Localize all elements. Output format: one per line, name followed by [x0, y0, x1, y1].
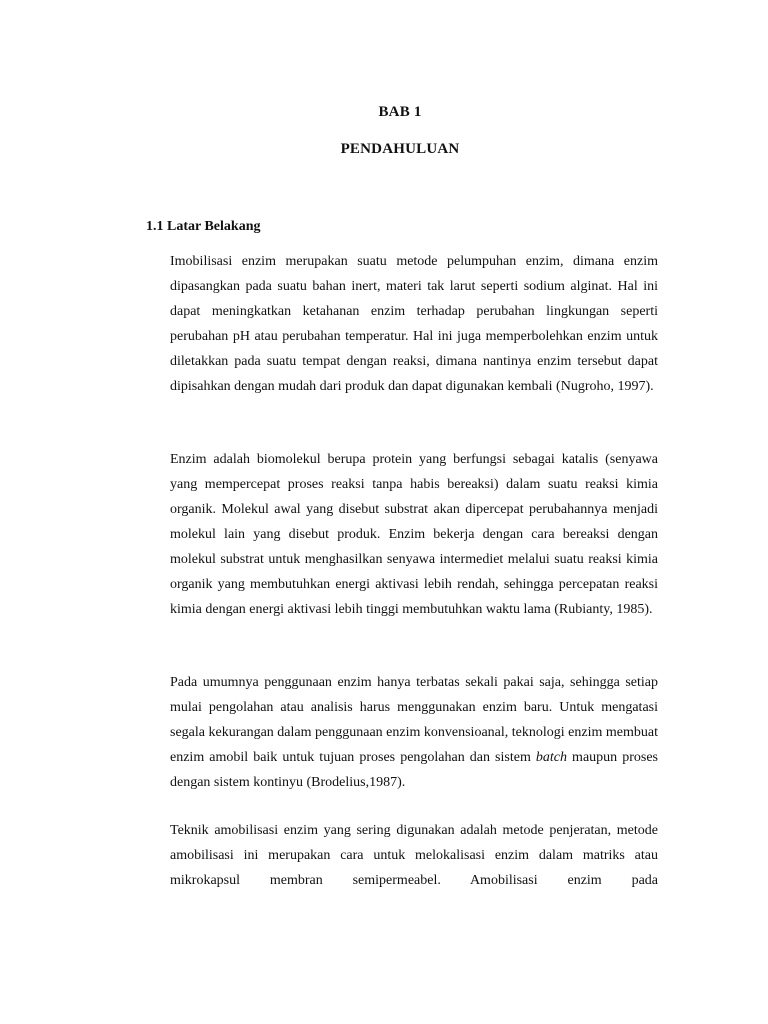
chapter-number: BAB 1 — [378, 104, 422, 120]
paragraph-3-italic-term: batch — [535, 750, 567, 765]
paragraph-3-text-start: Pada umumnya penggunaan enzim hanya terbatas sekali pakai saja, sehingga setiap mulai pengolahan atau analisis harus menggunakan enzim baru. Untuk mengatasi segala kekurangan dalam penggunaan enzim konvensioanal, teknologi enzim membuat enzim amobil baik untuk tujuan proses pengolahan dan sistem — [170, 675, 658, 765]
paragraph-3 — [170, 670, 658, 795]
paragraph-4: Teknik amobilisasi enzim yang sering digunakan adalah metode penjeratan, metode amobilisasi ini merupakan cara untuk melokalisasi enzim dalam matriks atau mikrokapsul membran semipermeabel. Amobilisasi enzim pada — [170, 823, 658, 888]
chapter-title: PENDAHULUAN — [340, 141, 460, 157]
paragraph-1: Imobilisasi enzim merupakan suatu metode pelumpuhan enzim, dimana enzim dipasangkan pada suatu bahan inert, materi tak larut seperti sodium alginat. Hal ini dapat meningkatkan ketahanan enzim terhadap perubahan lingkungan seperti perubahan pH atau perubahan temperatur. Hal ini juga memperbolehkan enzim untuk diletakkan pada suatu tempat dengan reaksi, dimana nantinya enzim tersebut dapat dipisahkan dengan mudah dari produk dan dapat digunakan kembali (Nugroho, 1997). — [170, 254, 658, 394]
section-heading: 1.1 Latar Belakang — [146, 219, 261, 234]
paragraph-3-text-end: maupun proses dengan sistem kontinyu (Brodelius,1987). — [170, 750, 658, 790]
paragraph-2: Enzim adalah biomolekul berupa protein yang berfungsi sebagai katalis (senyawa yang mempercepat proses reaksi tanpa habis bereaksi) dalam suatu reaksi kimia organik. Molekul awal yang disebut substrat akan dipercepat perubahannya menjadi molekul lain yang disebut produk. Enzim bekerja dengan cara bereaksi dengan molekul substrat untuk menghasilkan senyawa intermediet melalui suatu reaksi kimia organik yang membutuhkan energi aktivasi lebih rendah, sehingga percepatan reaksi kimia dengan energi aktivasi lebih tinggi membutuhkan waktu lama (Rubianty, 1985). — [170, 452, 658, 617]
